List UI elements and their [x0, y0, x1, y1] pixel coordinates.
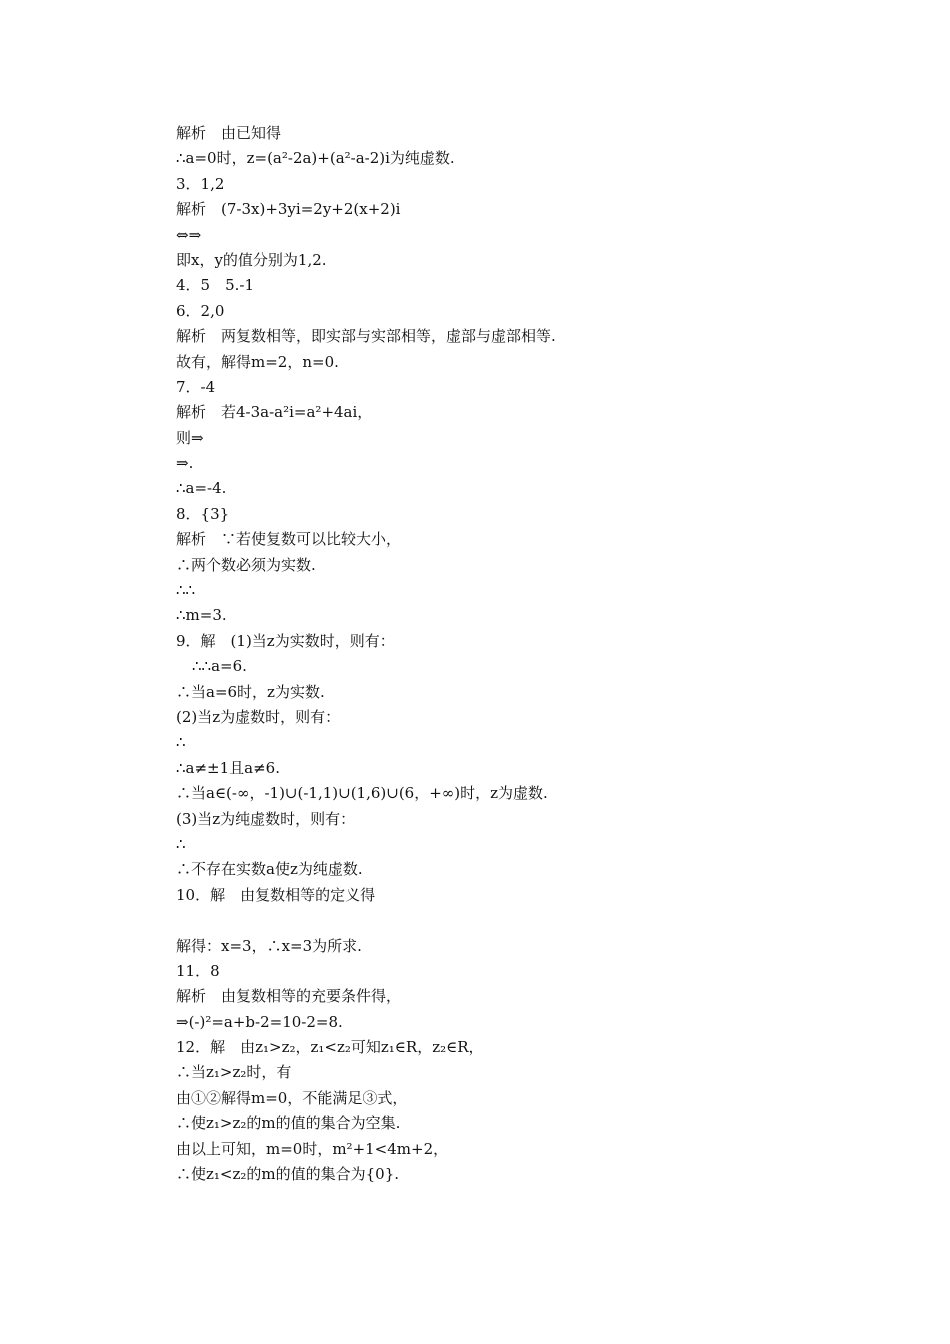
text-line-5: ⇔⇒: [176, 225, 202, 244]
text-line-35: 解析 由复数相等的充要条件得，: [176, 987, 402, 1006]
text-line-2: ∴a=0时，z=(a²-2a)+(a²-a-2)i为纯虚数.: [176, 149, 455, 168]
text-line-24: (2)当z为虚数时，则有：: [176, 707, 341, 726]
text-line-18: ∴两个数必须为实数.: [176, 555, 316, 574]
text-line-10: 故有，解得m=2，n=0.: [176, 352, 339, 371]
text-line-7: 4．5 5.-1: [176, 276, 255, 295]
text-line-12: 解析 若4-3a-a²i=a²+4ai，: [176, 403, 373, 422]
text-line-6: 即x，y的值分别为1,2.: [176, 250, 327, 269]
text-line-33: 解得：x=3，∴x=3为所求.: [176, 936, 362, 955]
text-line-28: (3)当z为纯虚数时，则有：: [176, 809, 356, 828]
text-line-36: ⇒(-)²=a+b-2=10-2=8.: [176, 1012, 343, 1031]
text-line-8: 6．2,0: [176, 301, 225, 320]
text-line-17: 解析 ∵若使复数可以比较大小，: [176, 530, 402, 549]
text-line-26: ∴a≠±1且a≠6.: [176, 758, 280, 777]
text-line-42: ∴使z₁<z₂的m的值的集合为{0}.: [176, 1165, 400, 1184]
text-line-23: ∴当a=6时，z为实数.: [176, 682, 325, 701]
blank-line: [176, 908, 876, 933]
text-line-37: 12．解 由z₁>z₂，z₁<z₂可知z₁∈R，z₂∈R，: [176, 1038, 484, 1057]
solution-text: [176, 121, 876, 1187]
text-line-31: 10．解 由复数相等的定义得: [176, 885, 376, 904]
text-line-29: ∴: [176, 834, 186, 853]
text-line-15: ∴a=-4.: [176, 479, 227, 498]
text-line-38: ∴当z₁>z₂时，有: [176, 1063, 292, 1082]
text-line-34: 11．8: [176, 961, 220, 980]
text-line-1: 解析 由已知得: [176, 124, 282, 142]
text-line-16: 8．{3}: [176, 504, 230, 523]
text-line-25: ∴: [176, 733, 186, 752]
text-line-41: 由以上可知，m=0时，m²+1<4m+2，: [176, 1139, 449, 1158]
text-line-13: 则⇒: [176, 428, 204, 447]
text-line-27: ∴当a∈(-∞，-1)∪(-1,1)∪(1,6)∪(6，+∞)时，z为虚数.: [176, 784, 548, 803]
text-line-9: 解析 两复数相等，即实部与实部相等，虚部与虚部相等.: [176, 327, 556, 346]
text-line-4: 解析 (7-3x)+3yi=2y+2(x+2)i: [176, 200, 401, 219]
text-line-20: ∴m=3.: [176, 606, 227, 625]
text-line-39: 由①②解得m=0，不能满足③式，: [176, 1088, 408, 1107]
text-line-14: ⇒.: [176, 454, 194, 473]
text-line-30: ∴不存在实数a使z为纯虚数.: [176, 860, 363, 879]
text-line-22: ∴∴a=6.: [192, 657, 247, 676]
text-line-11: 7．-4: [176, 377, 216, 396]
text-line-21: 9．解 (1)当z为实数时，则有：: [176, 631, 395, 650]
text-line-3: 3．1,2: [176, 174, 225, 193]
text-line-40: ∴使z₁>z₂的m的值的集合为空集.: [176, 1114, 401, 1133]
text-line-19: ∴∴: [176, 581, 196, 600]
